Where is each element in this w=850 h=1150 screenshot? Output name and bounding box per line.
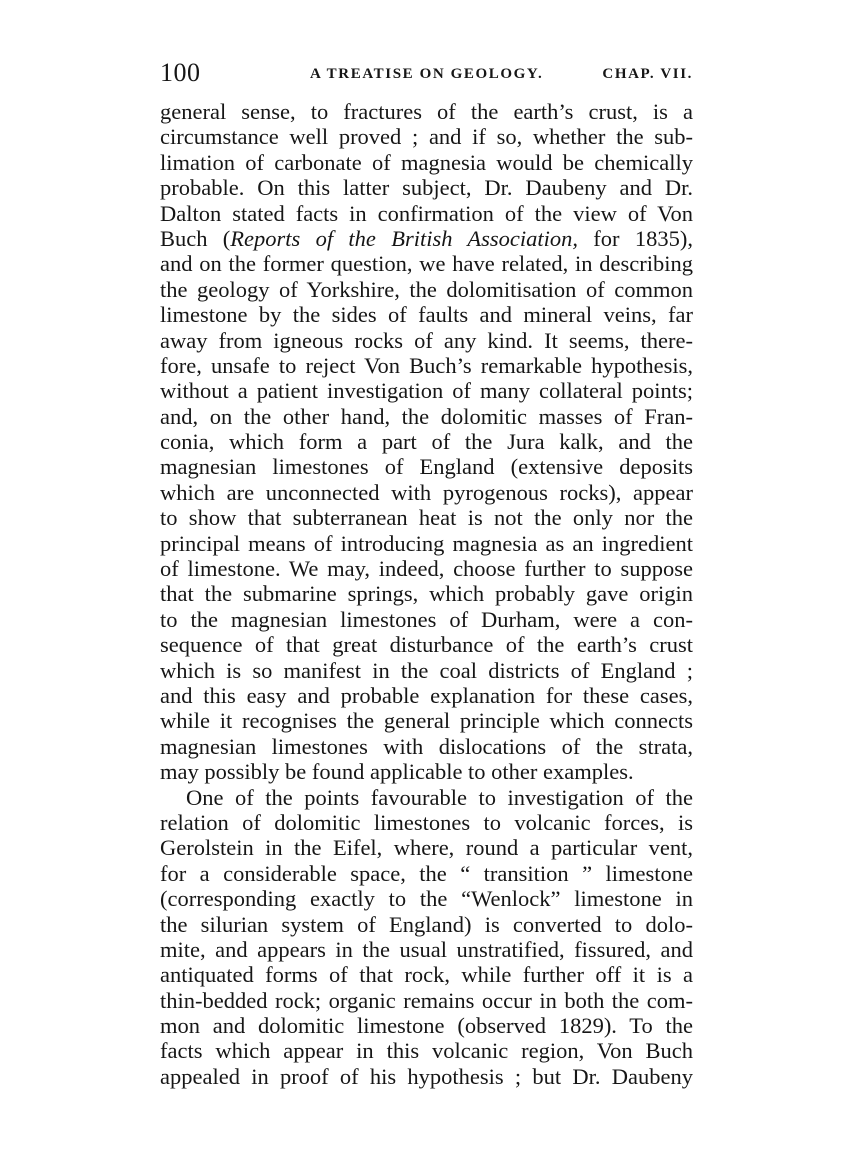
text-line: may possibly be found applicable to other examples.	[160, 759, 634, 785]
text-line: for a considerable space, the “ transition ” limestone	[160, 860, 693, 886]
text-line: Dalton stated facts in confirmation of the view of Von	[160, 200, 693, 226]
text-run: for 1835),	[578, 225, 693, 251]
citation-title: Reports of the British Association,	[230, 225, 578, 251]
text-line: relation of dolomitic limestones to volcanic forces, is	[160, 809, 693, 835]
text-line: away from igneous rocks of any kind. It seems, there-	[160, 327, 693, 353]
text-line: magnesian limestones of England (extensive deposits	[160, 454, 693, 480]
running-head	[160, 58, 693, 92]
text-line: which are unconnected with pyrogenous rocks), appear	[160, 479, 693, 505]
text-line: probable. On this latter subject, Dr. Daubeny and Dr.	[160, 175, 693, 201]
text-line: fore, unsafe to reject Von Buch’s remarkable hypothesis,	[160, 352, 693, 378]
page-number: 100	[160, 58, 201, 87]
running-title: A TREATISE ON GEOLOGY.	[310, 66, 544, 82]
text-line: principal means of introducing magnesia as an ingredient	[160, 530, 693, 556]
text-line: conia, which form a part of the Jura kalk, and the	[160, 429, 693, 455]
text-line: limation of carbonate of magnesia would be chemically	[160, 149, 693, 175]
text-line: sequence of that great disturbance of the earth’s crust	[160, 632, 693, 658]
text-line: which is so manifest in the coal districts of England ;	[160, 657, 693, 683]
text-line: the silurian system of England) is converted to dolo-	[160, 911, 693, 937]
text-line: to the magnesian limestones of Durham, were a con-	[160, 606, 693, 632]
text-line: One of the points favourable to investigation of the	[186, 784, 693, 810]
text-line: magnesian limestones with dislocations of the strata,	[160, 733, 693, 759]
text-line: and on the former question, we have related, in describing	[160, 251, 693, 277]
text-line: mon and dolomitic limestone (observed 1829). To the	[160, 1013, 693, 1039]
text-line: and, on the other hand, the dolomitic masses of Fran-	[160, 403, 693, 429]
text-line: antiquated forms of that rock, while further off it is a	[160, 962, 693, 988]
text-line: facts which appear in this volcanic region, Von Buch	[160, 1038, 693, 1064]
text-line: appealed in proof of his hypothesis ; but Dr. Daubeny	[160, 1063, 693, 1089]
text-line: (corresponding exactly to the “Wenlock” limestone in	[160, 886, 693, 912]
text-line: Gerolstein in the Eifel, where, round a particular vent,	[160, 835, 693, 861]
text-line: circumstance well proved ; and if so, whether the sub-	[160, 124, 693, 150]
text-line: while it recognises the general principle which connects	[160, 708, 693, 734]
body-text	[160, 99, 693, 1089]
text-line: the geology of Yorkshire, the dolomitisation of common	[160, 276, 693, 302]
text-line: without a patient investigation of many collateral points;	[160, 378, 693, 404]
text-line: general sense, to fractures of the earth’s crust, is a	[160, 99, 693, 124]
text-run: Buch (	[160, 225, 231, 251]
text-line: of limestone. We may, indeed, choose further to suppose	[160, 556, 693, 582]
text-line: limestone by the sides of faults and mineral veins, far	[160, 302, 693, 328]
text-line: mite, and appears in the usual unstratified, fissured, and	[160, 936, 693, 962]
text-line: to show that subterranean heat is not the only nor the	[160, 505, 693, 531]
text-line	[160, 226, 693, 251]
text-line: and this easy and probable explanation for these cases,	[160, 682, 693, 708]
chapter-label: CHAP. VII.	[602, 66, 693, 82]
text-line: thin-bedded rock; organic remains occur in both the com-	[160, 987, 693, 1013]
text-line: that the submarine springs, which probably gave origin	[160, 581, 693, 607]
